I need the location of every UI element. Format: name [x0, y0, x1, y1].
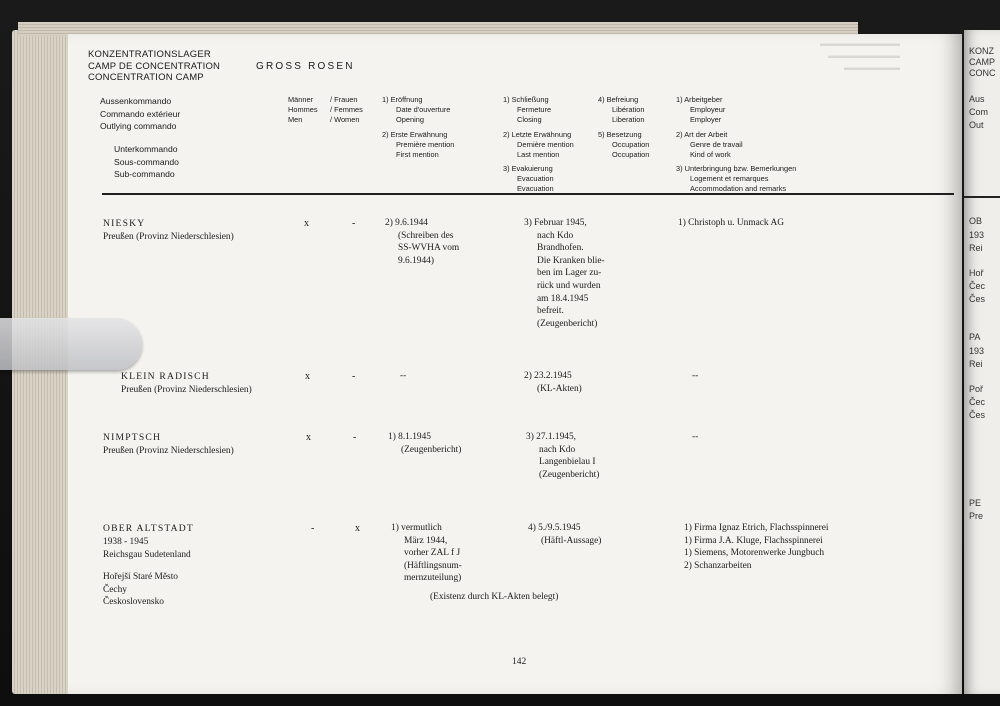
cell-line: 1) Firma Ignaz Etrich, Flachsspinnerei	[684, 523, 829, 533]
work-cell	[678, 217, 784, 230]
page-number: 142	[512, 657, 527, 667]
opening-cell	[388, 431, 461, 456]
opening-fr: Date d'ouverture	[396, 105, 451, 114]
work-de: 2) Art der Arbeit	[676, 130, 728, 139]
cell-line: (Schreiben des	[398, 230, 454, 241]
np-line: OB	[969, 216, 983, 226]
accommodation-fr: Logement et remarques	[690, 174, 769, 183]
last-mention-label	[503, 130, 574, 160]
cell-line: 2) Schanzarbeiten	[684, 560, 752, 571]
cell-line: 1) 8.1.1945	[388, 432, 431, 442]
evacuation-fr: Evacuation	[517, 174, 554, 183]
camp-label	[88, 49, 220, 84]
evacuation-de: 3) Evakuierung	[503, 164, 553, 173]
opening-label	[382, 95, 450, 125]
entry-place: NIESKY	[103, 218, 146, 229]
entry-province: Reichsgau Sudetenland	[103, 550, 191, 560]
entry-province: Preußen (Provinz Niederschlesien)	[121, 385, 252, 395]
men-de: Männer	[288, 95, 314, 104]
first-mention-de: 2) Erste Erwähnung	[382, 130, 448, 139]
cell-line: (Zeugenbericht)	[539, 469, 600, 480]
women-en: / Women	[330, 115, 360, 124]
bookmark-tab	[0, 318, 142, 370]
last-mention-en: Last mention	[517, 150, 560, 159]
work-cell	[692, 370, 698, 383]
cell-line: nach Kdo	[537, 230, 574, 241]
np-line: Pre	[969, 511, 984, 521]
employer-label	[676, 95, 725, 125]
opening-cell	[391, 522, 462, 585]
employer-fr: Employeur	[690, 105, 726, 114]
cell-line: 1) Christoph u. Unmack AG	[678, 218, 784, 228]
cell-line: 2) 9.6.1944	[385, 218, 428, 228]
cell-line: befreit.	[537, 306, 564, 317]
cell-line: SS-WVHA vom	[398, 243, 460, 254]
cell-line: (Zeugenbericht)	[537, 318, 598, 329]
unter-de: Unterkommando	[114, 144, 178, 154]
camp-label-de: KONZENTRATIONSLAGER	[88, 49, 211, 60]
men-en: Men	[288, 115, 303, 124]
cell-line: (Häftlingsnum-	[404, 560, 462, 571]
closing-en: Closing	[517, 115, 542, 124]
cell-line: 4) 5./9.5.1945	[528, 523, 581, 533]
first-mention-label	[382, 130, 454, 160]
np-rule	[964, 196, 1000, 198]
cell-line: Die Kranken blie-	[537, 255, 605, 266]
cell-line: --	[400, 371, 407, 381]
accommodation-label	[676, 164, 796, 194]
aussen-de: Aussenkommando	[100, 96, 172, 106]
cell-line: 2) 23.2.1945	[524, 371, 572, 381]
employer-de: 1) Arbeitgeber	[676, 95, 723, 104]
cell-line: 9.6.1944)	[398, 255, 434, 266]
work-label	[676, 130, 743, 160]
np-line: CAMP	[969, 57, 996, 67]
closing-de: 1) Schließung	[503, 95, 549, 104]
liberation-de: 4) Befreiung	[598, 95, 639, 104]
aussen-label	[100, 95, 180, 133]
last-mention-de: 2) Letzte Erwähnung	[503, 130, 572, 139]
liberation-fr: Libération	[612, 105, 645, 114]
entry-local-names	[103, 571, 178, 609]
cell-line: rück und wurden	[537, 280, 601, 291]
np-line: Čec	[969, 281, 986, 291]
bleed-through: ▬▬▬▬▬▬▬▬▬▬ ▬▬▬▬▬▬▬▬▬ ▬▬▬▬▬▬▬	[820, 39, 900, 72]
np-line: PA	[969, 332, 981, 342]
cell-line: Čechy	[103, 584, 127, 595]
work-en: Kind of work	[690, 150, 731, 159]
np-line: Aus	[969, 94, 985, 104]
men-fr: Hommes	[288, 105, 318, 114]
occupation-fr: Occupation	[612, 140, 650, 149]
cell-line: vorher ZAL f J	[404, 548, 461, 559]
accommodation-en: Accommodation and remarks	[690, 184, 787, 193]
entry-place: OBER ALTSTADT	[103, 523, 194, 534]
opening-cell	[385, 217, 459, 267]
np-line: CONC	[969, 68, 996, 78]
cell-line: --	[692, 371, 699, 381]
np-line: Čes	[969, 294, 986, 304]
closing-cell	[524, 217, 605, 330]
entry-note: (Existenz durch KL-Akten belegt)	[430, 592, 559, 602]
work-cell	[692, 431, 698, 444]
camp-label-fr: CAMP DE CONCENTRATION	[88, 60, 221, 72]
evacuation-label	[503, 164, 554, 194]
cell-line: (KL-Akten)	[537, 383, 582, 394]
np-line: Rei	[969, 243, 983, 253]
women-de: / Frauen	[330, 95, 358, 104]
men-mark: -	[311, 523, 315, 534]
liberation-en: Liberation	[612, 115, 645, 124]
cell-line: 1) vermutlich	[391, 523, 442, 533]
first-mention-en: First mention	[396, 150, 439, 159]
np-line: Čec	[969, 397, 986, 407]
occupation-de: 5) Besetzung	[598, 130, 642, 139]
accommodation-de: 3) Unterbringung bzw. Bemerkungen	[676, 164, 797, 173]
men-label	[288, 95, 318, 125]
aussen-en: Outlying commando	[100, 121, 177, 131]
cell-line: Československo	[103, 597, 164, 608]
men-mark: x	[305, 371, 310, 382]
cell-line: am 18.4.1945	[537, 293, 589, 304]
employer-en: Employer	[690, 115, 722, 124]
closing-cell	[524, 370, 582, 395]
cell-line: nach Kdo	[539, 444, 576, 455]
closing-cell	[526, 431, 599, 481]
closing-cell	[528, 522, 601, 547]
np-line: Čes	[969, 410, 986, 420]
cell-line: (Zeugenbericht)	[401, 444, 462, 455]
np-line: Out	[969, 120, 984, 130]
entry-place: KLEIN RADISCH	[121, 371, 210, 382]
cell-line: mernzuteilung)	[404, 573, 462, 584]
occupation-label	[598, 130, 649, 160]
cell-line: Hořejší Staré Město	[103, 572, 178, 582]
cell-line: März 1944,	[404, 535, 448, 546]
entry-years: 1938 - 1945	[103, 537, 149, 547]
men-mark: x	[306, 432, 311, 443]
women-label	[330, 95, 363, 125]
np-line: 193	[969, 230, 985, 240]
unter-en: Sub-commando	[114, 169, 175, 179]
closing-fr: Fermeture	[517, 105, 552, 114]
men-mark: x	[304, 218, 309, 229]
entry-province: Preußen (Provinz Niederschlesien)	[103, 446, 234, 456]
cell-line: 3) 27.1.1945,	[526, 432, 576, 442]
cell-line: Brandhofen.	[537, 243, 584, 254]
evacuation-en: Evacuation	[517, 184, 554, 193]
cell-line: Langenbielau I	[539, 457, 596, 468]
occupation-en: Occupation	[612, 150, 650, 159]
unter-fr: Sous-commando	[114, 156, 179, 167]
closing-label	[503, 95, 551, 125]
np-line: 193	[969, 346, 985, 356]
header-rule	[102, 193, 954, 195]
women-mark: -	[353, 432, 357, 443]
np-line: KONZ	[969, 46, 995, 56]
cell-line: --	[692, 432, 699, 442]
cell-line: 1) Siemens, Motorenwerke Jungbuch	[684, 548, 825, 559]
cell-line: 1) Firma J.A. Kluge, Flachsspinnerei	[684, 535, 823, 546]
women-mark: -	[352, 371, 356, 382]
camp-name: GROSS ROSEN	[256, 61, 355, 72]
work-fr: Genre de travail	[690, 140, 743, 149]
aussen-fr: Commando extérieur	[100, 108, 181, 119]
liberation-label	[598, 95, 644, 125]
women-fr: / Femmes	[330, 105, 363, 114]
np-line: Com	[969, 107, 989, 117]
first-mention-fr: Première mention	[396, 140, 455, 149]
unter-label	[114, 143, 179, 181]
women-mark: -	[352, 218, 356, 229]
last-mention-fr: Dernière mention	[517, 140, 574, 149]
opening-cell	[400, 370, 406, 383]
np-line: Hoř	[969, 268, 984, 278]
opening-de: 1) Eröffnung	[382, 95, 423, 104]
np-line: PE	[969, 498, 982, 508]
cell-line: (Häftl-Aussage)	[541, 535, 602, 546]
work-cell	[684, 522, 829, 572]
entry-place: NIMPTSCH	[103, 432, 162, 443]
np-line: Poř	[969, 384, 984, 394]
women-mark: x	[355, 523, 360, 534]
cell-line: 3) Februar 1945,	[524, 218, 587, 228]
cell-line: ben im Lager zu-	[537, 268, 602, 279]
next-page-fragment	[964, 30, 1000, 694]
camp-label-en: CONCENTRATION CAMP	[88, 72, 204, 83]
np-line: Rei	[969, 359, 983, 369]
entry-province: Preußen (Provinz Niederschlesien)	[103, 232, 234, 242]
opening-en: Opening	[396, 115, 424, 124]
